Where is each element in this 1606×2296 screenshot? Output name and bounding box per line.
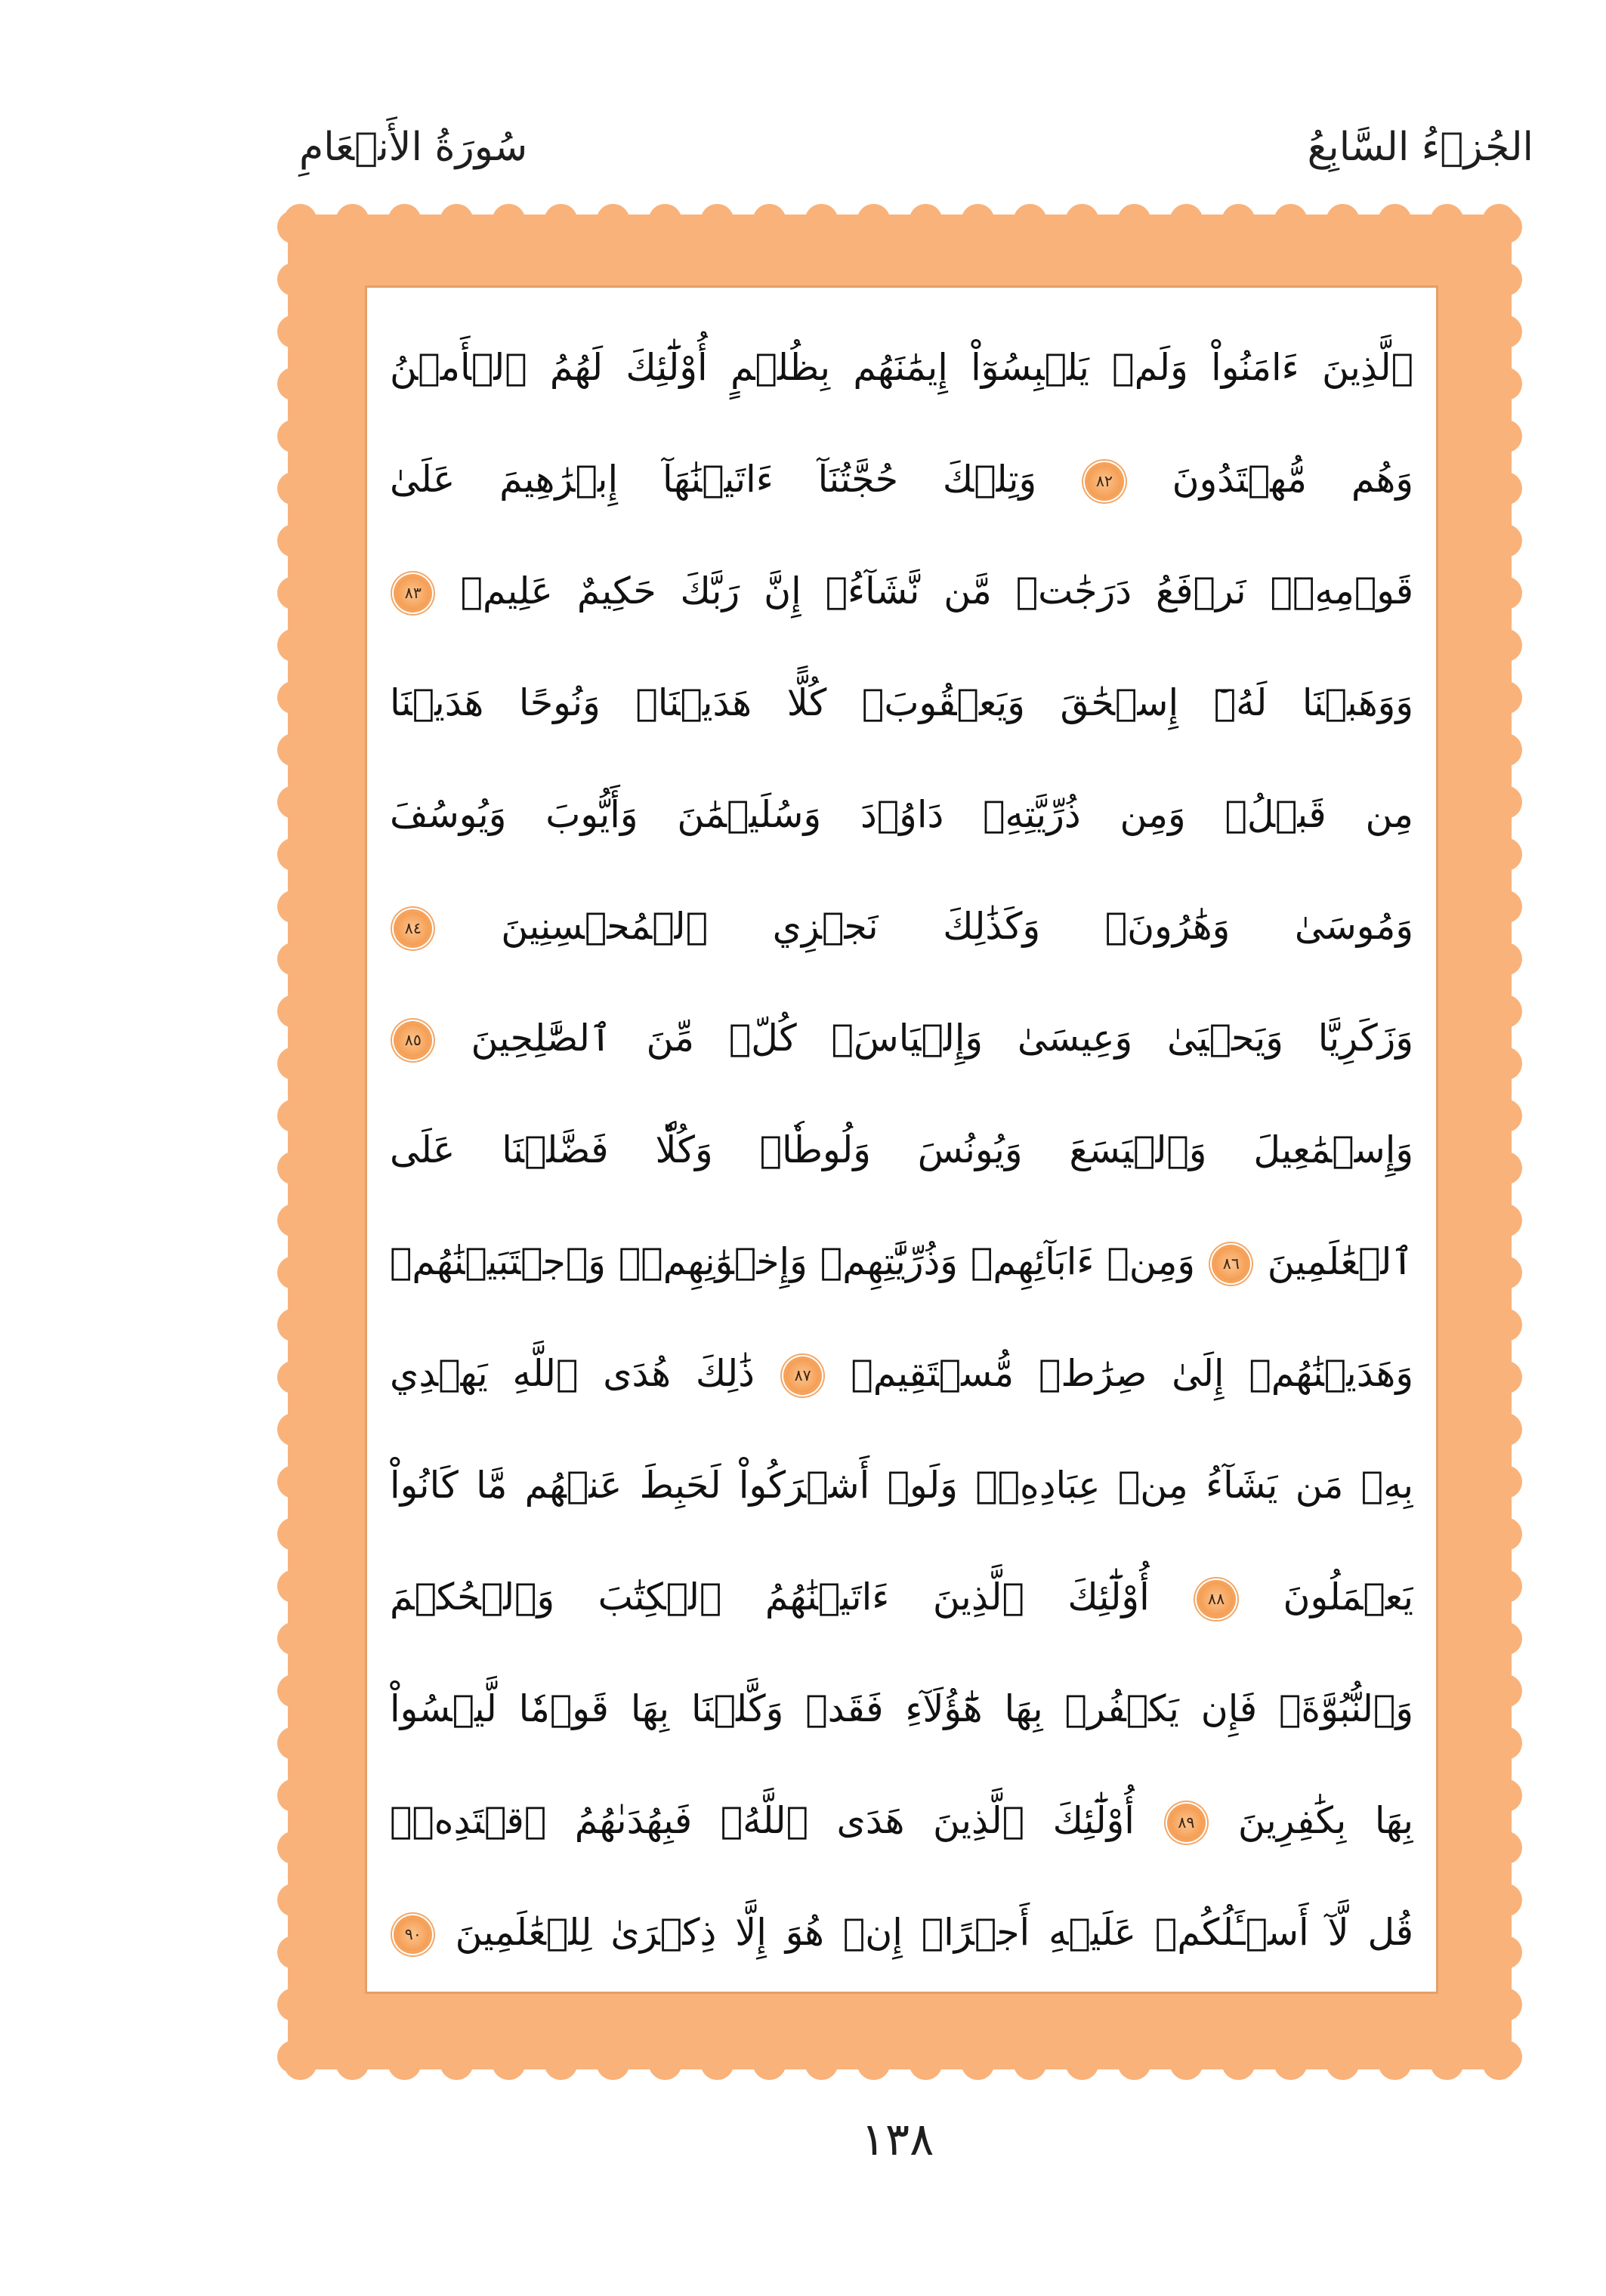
ayah-text: بِهَا بِكَٰفِرِينَ (1237, 1799, 1413, 1842)
ayah-number-marker: ٨٨ (1199, 1582, 1233, 1616)
frame-scallops-top (274, 201, 1525, 240)
ayah-text: بِهِۦ مَن يَشَآءُ مِنۡ عِبَادِهِۦۚ وَلَوۡ أَشۡرَكُواْ لَحَبِطَ عَنۡهُم مَّا كَانُواْ (390, 1464, 1413, 1507)
text-line (390, 1541, 1413, 1653)
ayah-text: أُوْلَٰٓئِكَ ٱلَّذِينَ ءَاتَيۡنَٰهُمُ ٱلۡكِتَٰبَ وَٱلۡحُكۡمَ (390, 1575, 1150, 1619)
text-line (390, 1430, 1413, 1541)
ayah-text: وَوَهَبۡنَا لَهُۥٓ إِسۡحَٰقَ وَيَعۡقُوبَۚ كُلًّا هَدَيۡنَاۚ وَنُوحًا هَدَيۡنَا (390, 681, 1413, 724)
text-line (390, 1877, 1413, 1989)
text-line (390, 983, 1413, 1094)
ayah-text: وَمُوسَىٰ وَهَٰرُونَۚ وَكَذَٰلِكَ نَجۡزِي ٱلۡمُحۡسِنِينَ (501, 905, 1413, 948)
frame-scallops-right (1486, 201, 1525, 2083)
text-line (390, 535, 1413, 647)
frame-scallops-left (274, 201, 313, 2083)
text-line (390, 312, 1413, 424)
text-line (390, 871, 1413, 983)
text-line (390, 1094, 1413, 1206)
ayah-text: وَإِسۡمَٰعِيلَ وَٱلۡيَسَعَ وَيُونُسَ وَلُوطٗاۚ وَكُلّٗا فَضَّلۡنَا عَلَى (390, 1128, 1413, 1171)
ayah-text: يَعۡمَلُونَ (1283, 1575, 1413, 1619)
ayah-number-marker: ٨٣ (396, 576, 430, 610)
ayah-text: وَهُم مُّهۡتَدُونَ (1172, 458, 1413, 501)
text-lines (390, 312, 1413, 1989)
text-line (390, 1206, 1413, 1318)
ayah-text: ٱلۡعَٰلَمِينَ (1267, 1240, 1413, 1283)
ayah-text: أُوْلَٰٓئِكَ ٱلَّذِينَ هَدَى ٱللَّهُۖ فَبِهُدَىٰهُمُ ٱقۡتَدِهۡۗ (390, 1799, 1135, 1842)
ayah-text: ٱلَّذِينَ ءَامَنُواْ وَلَمۡ يَلۡبِسُوٓاْ إِيمَٰنَهُم بِظُلۡمٍ أُوْلَٰٓئِكَ لَهُمُ ٱلۡأَمۡنُ (390, 346, 1413, 389)
ayah-text: مِن قَبۡلُۖ وَمِن ذُرِّيَّتِهِۦ دَاوُۥدَ وَسُلَيۡمَٰنَ وَأَيُّوبَ وَيُوسُفَ (390, 793, 1413, 836)
text-line (390, 647, 1413, 759)
ayah-text: وَهَدَيۡنَٰهُمۡ إِلَىٰ صِرَٰطٖ مُّسۡتَقِيمٖ (851, 1352, 1413, 1395)
ayah-text: قُل لَّآ أَسۡـَٔلُكُمۡ عَلَيۡهِ أَجۡرًاۖ إِنۡ هُوَ إِلَّا ذِكۡرَىٰ لِلۡعَٰلَمِينَ (455, 1911, 1413, 1954)
text-line (390, 424, 1413, 535)
text-panel (365, 285, 1438, 1994)
ayah-number-marker: ٨٧ (786, 1359, 820, 1393)
page-number: ١٣٨ (860, 2113, 934, 2166)
text-line (390, 759, 1413, 871)
ayah-number-marker: ٩٠ (396, 1918, 430, 1952)
ayah-number-marker: ٨٤ (396, 912, 430, 946)
text-line (390, 1653, 1413, 1765)
ayah-number-marker: ٨٥ (396, 1023, 430, 1057)
surah-title: سُورَةُ الأَنۡعَامِ (299, 125, 528, 170)
ayah-text: وَزَكَرِيَّا وَيَحۡيَىٰ وَعِيسَىٰ وَإِلۡيَاسَۖ كُلّٞ مِّنَ ٱلصَّٰلِحِينَ (471, 1017, 1413, 1060)
ayah-number-marker: ٨٩ (1169, 1806, 1203, 1840)
juz-title: الجُزۡءُ السَّابِعُ (1307, 125, 1533, 170)
ayah-number-marker: ٨٦ (1214, 1247, 1248, 1281)
ayah-text: وَٱلنُّبُوَّةَۚ فَإِن يَكۡفُرۡ بِهَا هَٰٓؤُلَآءِ فَقَدۡ وَكَّلۡنَا بِهَا قَوۡمٗا لَّيۡسُواْ (390, 1687, 1413, 1730)
ayah-text: ذَٰلِكَ هُدَى ٱللَّهِ يَهۡدِي (390, 1352, 755, 1395)
frame-scallops-bottom (274, 2044, 1525, 2083)
text-line (390, 1765, 1413, 1877)
ayah-text: وَتِلۡكَ حُجَّتُنَآ ءَاتَيۡنَٰهَآ إِبۡرَٰهِيمَ عَلَىٰ (390, 458, 1037, 501)
text-line (390, 1318, 1413, 1430)
ayah-text: وَمِنۡ ءَابَآئِهِمۡ وَذُرِّيَّٰتِهِمۡ وَإِخۡوَٰنِهِمۡۖ وَٱجۡتَبَيۡنَٰهُمۡ (390, 1240, 1196, 1283)
ayah-number-marker: ٨٢ (1087, 464, 1121, 498)
ayah-text: قَوۡمِهِۦۚ نَرۡفَعُ دَرَجَٰتٖ مَّن نَّشَآءُۗ إِنَّ رَبَّكَ حَكِيمٌ عَلِيمٞ (460, 569, 1413, 613)
